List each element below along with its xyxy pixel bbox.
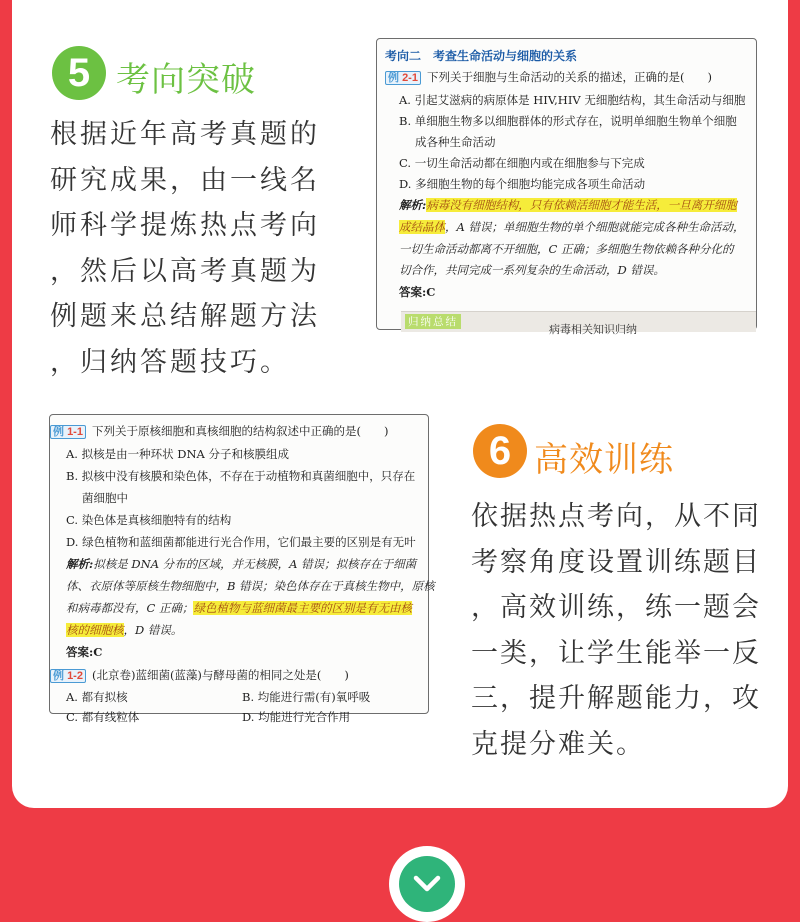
option-a: A. 拟核是由一种环状 DNA 分子和核膜组成 — [66, 447, 290, 461]
screenshot-1-question: 例 2-1 下列关于细胞与生命活动的关系的描述，正确的是( ) — [385, 69, 712, 85]
option-b-cont: 成各种生命活动 — [415, 135, 496, 149]
section-6-line: 一类，让学生能举一反 — [471, 637, 761, 669]
section-5-number: 5 — [67, 50, 91, 95]
option-c: C. 都有线粒体 — [66, 710, 140, 724]
example-screenshot-1 — [376, 38, 757, 336]
section-6-title: 高效训练 — [534, 440, 674, 480]
analysis-line: 解析:拟核是 DNA 分布的区域，并无核膜，A 错误；拟核存在于细菌 — [66, 557, 417, 571]
summary-tag: 归纳总结 — [405, 314, 461, 329]
section-6-line: ，高效训练，练一题会 — [471, 592, 761, 623]
section-6-line: 考察角度设置训练题目 — [471, 546, 761, 578]
analysis-line: 和病毒都没有，C 正确；绿色植物与蓝细菌最主要的区别是有无由核 — [66, 601, 412, 615]
example-tag: 例 1-2 — [50, 669, 86, 683]
section-6-badge — [473, 424, 527, 478]
answer-line: 答案:C — [399, 285, 436, 299]
option-a: A. 引起艾滋病的病原体是 HIV,HIV 无细胞结构，其生命活动与细胞 — [399, 93, 746, 107]
analysis-line: 一切生命活动都离不开细胞，C 正确；多细胞生物依赖各种分化的 — [399, 242, 734, 256]
analysis-line: 体、衣原体等原核生物细胞中，B 错误；染色体存在于真核生物中，原核 — [66, 579, 435, 593]
option-b: B. 单细胞生物多以细胞群体的形式存在，说明单细胞生物单个细胞 — [399, 114, 737, 128]
option-b: B. 均能进行需(有)氧呼吸 — [242, 690, 371, 704]
analysis-line: 解析:病毒没有细胞结构，只有依赖活细胞才能生活，一旦离开细胞 — [399, 198, 737, 212]
section-6-number: 6 — [488, 428, 512, 473]
summary-title: 病毒相关知识归纳 — [549, 323, 637, 336]
summary-bar — [401, 311, 756, 336]
section-5-line: 根据近年高考真题的 — [50, 119, 320, 150]
analysis-line: 切合作，共同完成一系列复杂的生命活动，D 错误。 — [399, 263, 665, 277]
scroll-down-button[interactable] — [389, 846, 465, 922]
section-6-line: 三，提升解题能力，攻 — [471, 683, 761, 714]
analysis-line: 核的细胞核，D 错误。 — [66, 623, 183, 637]
example-screenshot-2 — [49, 414, 435, 724]
section-5-title: 考向突破 — [116, 60, 256, 100]
option-d: D. 均能进行光合作用 — [242, 710, 351, 724]
section-5-badge — [52, 46, 106, 100]
section-5-line: ，然后以高考真题为 — [50, 255, 320, 287]
screenshot-2-question: 例 1-1 下列关于原核细胞和真核细胞的结构叙述中正确的是( ) — [50, 423, 388, 439]
analysis-line: 成结晶体，A 错误；单细胞生物的单个细胞就能完成各种生命活动， — [399, 220, 745, 234]
option-c: C. 一切生命活动都在细胞内或在细胞参与下完成 — [399, 156, 645, 170]
scroll-down-circle[interactable] — [399, 856, 455, 912]
screenshot-1-header: 考向二 考查生命活动与细胞的关系 — [385, 49, 578, 63]
section-5-line: ，归纳答题技巧。 — [50, 346, 290, 378]
section-5-line: 师科学提炼热点考向 — [50, 210, 320, 241]
example-tag: 例 1-1 — [50, 425, 86, 439]
section-6-line: 依据热点考向，从不同 — [471, 501, 761, 532]
section-6-description — [471, 494, 761, 767]
screenshot-2-question-2: 例 1-2 (北京卷)蓝细菌(蓝藻)与酵母菌的相同之处是( ) — [50, 667, 349, 683]
option-b-cont: 菌细胞中 — [82, 491, 128, 505]
section-5-line: 研究成果，由一线名 — [50, 164, 320, 196]
section-5-line: 例题来总结解题方法 — [50, 301, 320, 332]
example-tag: 例 2-1 — [385, 71, 421, 85]
section-5-description — [50, 112, 320, 385]
option-d: D. 绿色植物和蓝细菌都能进行光合作用，它们最主要的区别是有无叶 — [66, 535, 416, 549]
option-a: A. 都有拟核 — [66, 690, 128, 704]
answer-line: 答案:C — [66, 645, 103, 659]
option-d: D. 多细胞生物的每个细胞均能完成各项生命活动 — [399, 177, 646, 191]
chevron-down-icon — [412, 874, 442, 894]
section-6-line: 克提分难关。 — [471, 728, 645, 760]
content-card — [12, 0, 788, 808]
option-b: B. 拟核中没有核膜和染色体，不存在于动植物和真菌细胞中，只存在 — [66, 469, 416, 483]
option-c: C. 染色体是真核细胞特有的结构 — [66, 513, 232, 527]
